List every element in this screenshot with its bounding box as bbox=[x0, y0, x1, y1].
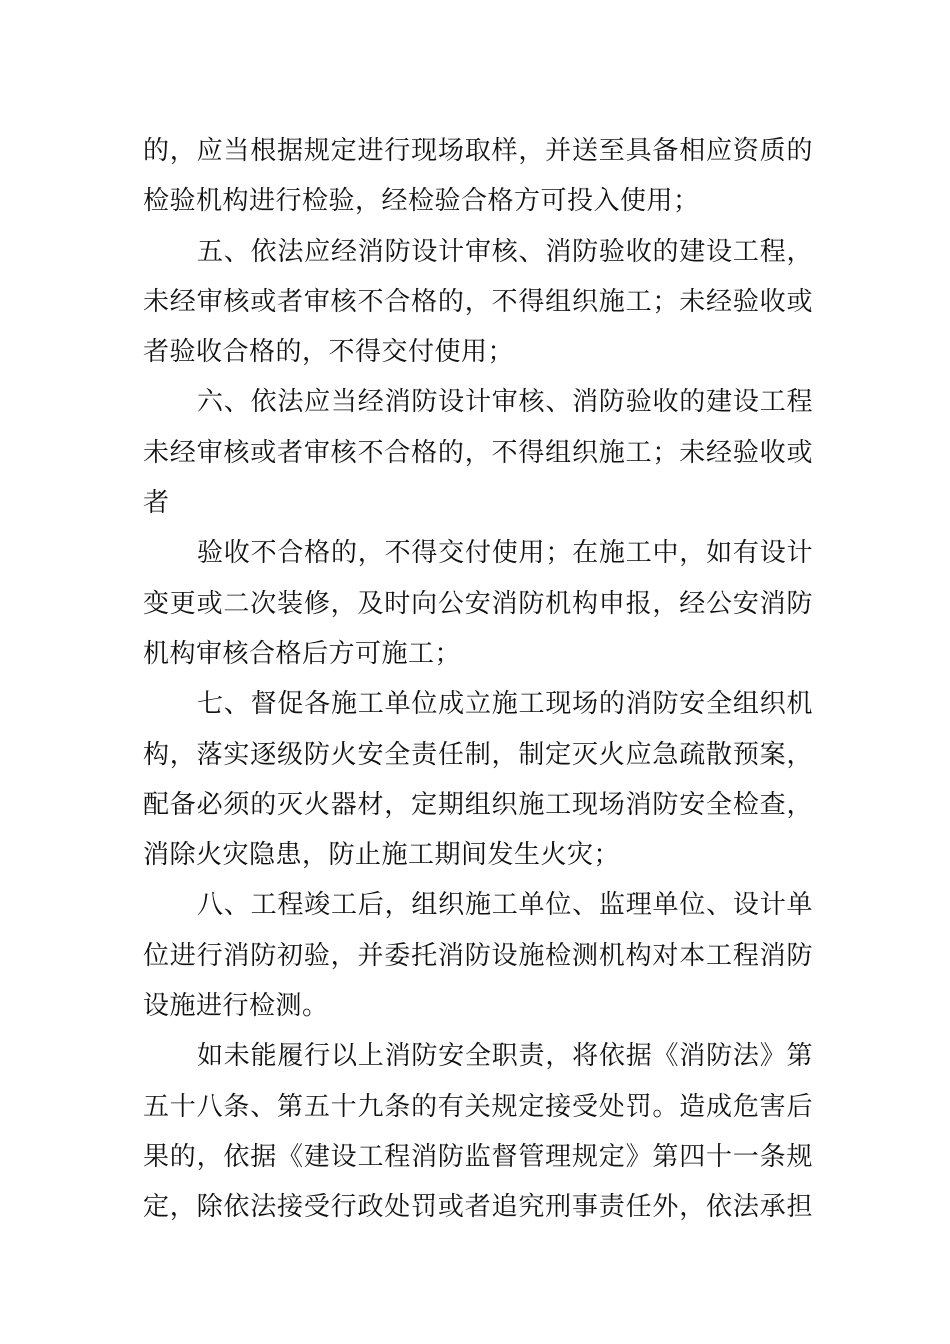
text-line: 机构审核合格后方可施工； bbox=[143, 638, 462, 669]
text-line: 的，应当根据规定进行现场取样，并送至具备相应资质的 bbox=[143, 136, 813, 166]
text-line: 五十八条、第五十九条的有关规定接受处罚。造成危害后 bbox=[143, 1091, 813, 1122]
text-line: 者 bbox=[143, 488, 170, 519]
text-line: 检验机构进行检验，经检验合格方可投入使用； bbox=[143, 186, 700, 217]
text-line: 五、依法应经消防设计审核、消防验收的建设工程， bbox=[197, 236, 813, 267]
text-line: 变更或二次装修，及时向公安消防机构申报，经公安消防 bbox=[143, 588, 813, 619]
text-line: 未经审核或者审核不合格的，不得组织施工；未经验收或 bbox=[143, 437, 813, 468]
text-line: 构，落实逐级防火安全责任制，制定灭火应急疏散预案， bbox=[143, 739, 813, 770]
document-body bbox=[143, 126, 813, 1233]
text-line: 验收不合格的，不得交付使用；在施工中，如有设计 bbox=[197, 538, 813, 569]
text-line: 设施进行检测。 bbox=[143, 991, 329, 1022]
text-line: 未经审核或者审核不合格的，不得组织施工；未经验收或 bbox=[143, 286, 813, 317]
text-line: 定，除依法接受行政处罚或者追究刑事责任外，依法承担 bbox=[143, 1192, 813, 1223]
text-line: 位进行消防初验，并委托消防设施检测机构对本工程消防 bbox=[143, 940, 813, 971]
text-line: 果的，依据《建设工程消防监督管理规定》第四十一条规 bbox=[143, 1141, 813, 1172]
text-line: 消除火灾隐患，防止施工期间发生火灾； bbox=[143, 840, 621, 871]
text-line: 七、督促各施工单位成立施工现场的消防安全组织机 bbox=[197, 689, 813, 720]
text-line: 八、工程竣工后，组织施工单位、监理单位、设计单 bbox=[197, 890, 813, 921]
text-line: 六、依法应当经消防设计审核、消防验收的建设工程 bbox=[197, 387, 813, 418]
text-line: 如未能履行以上消防安全职责，将依据《消防法》第 bbox=[197, 1041, 813, 1072]
text-line: 配备必须的灭火器材，定期组织施工现场消防安全检查， bbox=[143, 789, 813, 820]
text-line: 者验收合格的，不得交付使用； bbox=[143, 337, 515, 368]
